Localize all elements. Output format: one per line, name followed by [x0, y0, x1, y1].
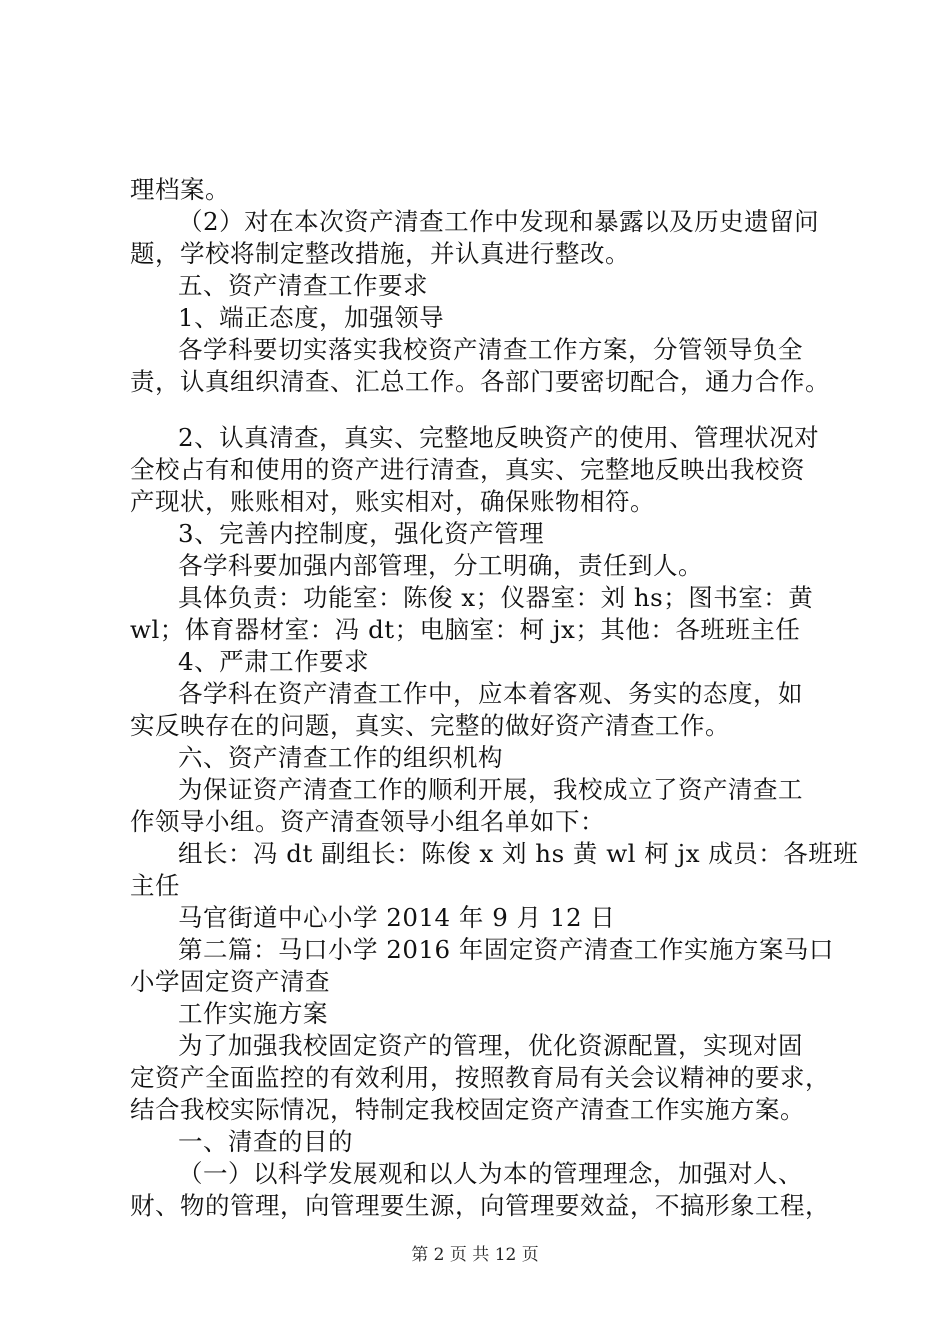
- text-line: 作领导小组。资产清查领导小组名单如下：: [130, 807, 605, 836]
- text-line: 全校占有和使用的资产进行清查，真实、完整地反映出我校资: [130, 455, 805, 484]
- subsection-heading: 4、严肃工作要求: [178, 647, 370, 676]
- text-line: wl；体育器材室：冯 dt；电脑室：柯 jx；其他：各班班主任: [130, 615, 801, 644]
- chapter-title: 工作实施方案: [178, 999, 328, 1028]
- text-line: 财、物的管理，向管理要生源，向管理要效益，不搞形象工程，: [130, 1191, 830, 1220]
- signature-date-line: 马官街道中心小学 2014 年 9 月 12 日: [178, 903, 616, 932]
- text-line: 责，认真组织清查、汇总工作。各部门要密切配合，通力合作。: [130, 367, 830, 396]
- text-line: 为保证资产清查工作的顺利开展，我校成立了资产清查工: [178, 775, 803, 804]
- text-line: （2）对在本次资产清查工作中发现和暴露以及历史遗留问: [178, 207, 820, 236]
- chapter-title: 第二篇：马口小学 2016 年固定资产清查工作实施方案马口: [178, 935, 834, 964]
- subsection-heading: 2、认真清查，真实、完整地反映资产的使用、管理状况对: [178, 423, 820, 452]
- text-line: 为了加强我校固定资产的管理，优化资源配置，实现对固: [178, 1031, 803, 1060]
- text-line: 各学科要加强内部管理，分工明确，责任到人。: [178, 551, 703, 580]
- text-line: 各学科要切实落实我校资产清查工作方案，分管领导负全: [178, 335, 803, 364]
- text-line: （一）以科学发展观和以人为本的管理理念，加强对人、: [178, 1159, 803, 1188]
- chapter-title: 小学固定资产清查: [130, 967, 330, 996]
- text-line: 实反映存在的问题，真实、完整的做好资产清查工作。: [130, 711, 730, 740]
- text-line: 产现状，账账相对，账实相对，确保账物相符。: [130, 487, 655, 516]
- section-heading: 六、资产清查工作的组织机构: [178, 743, 503, 772]
- section-heading: 五、资产清查工作要求: [178, 271, 428, 300]
- text-line: 理档案。: [130, 175, 230, 204]
- text-line: 结合我校实际情况，特制定我校固定资产清查工作实施方案。: [130, 1095, 805, 1124]
- section-heading: 一、清查的目的: [178, 1127, 353, 1156]
- text-line: 题，学校将制定整改措施，并认真进行整改。: [130, 239, 630, 268]
- text-line: 组长：冯 dt 副组长：陈俊 x 刘 hs 黄 wl 柯 jx 成员：各班班: [178, 839, 859, 868]
- subsection-heading: 3、完善内控制度，强化资产管理: [178, 519, 545, 548]
- text-line: 定资产全面监控的有效利用，按照教育局有关会议精神的要求，: [130, 1063, 830, 1092]
- text-line: 具体负责：功能室：陈俊 x；仪器室：刘 hs；图书室：黄: [178, 583, 814, 612]
- text-line: 主任: [130, 871, 180, 900]
- page-number-footer: 第 2 页 共 12 页: [411, 1245, 539, 1265]
- subsection-heading: 1、端正态度，加强领导: [178, 303, 445, 332]
- text-line: 各学科在资产清查工作中，应本着客观、务实的态度，如: [178, 679, 803, 708]
